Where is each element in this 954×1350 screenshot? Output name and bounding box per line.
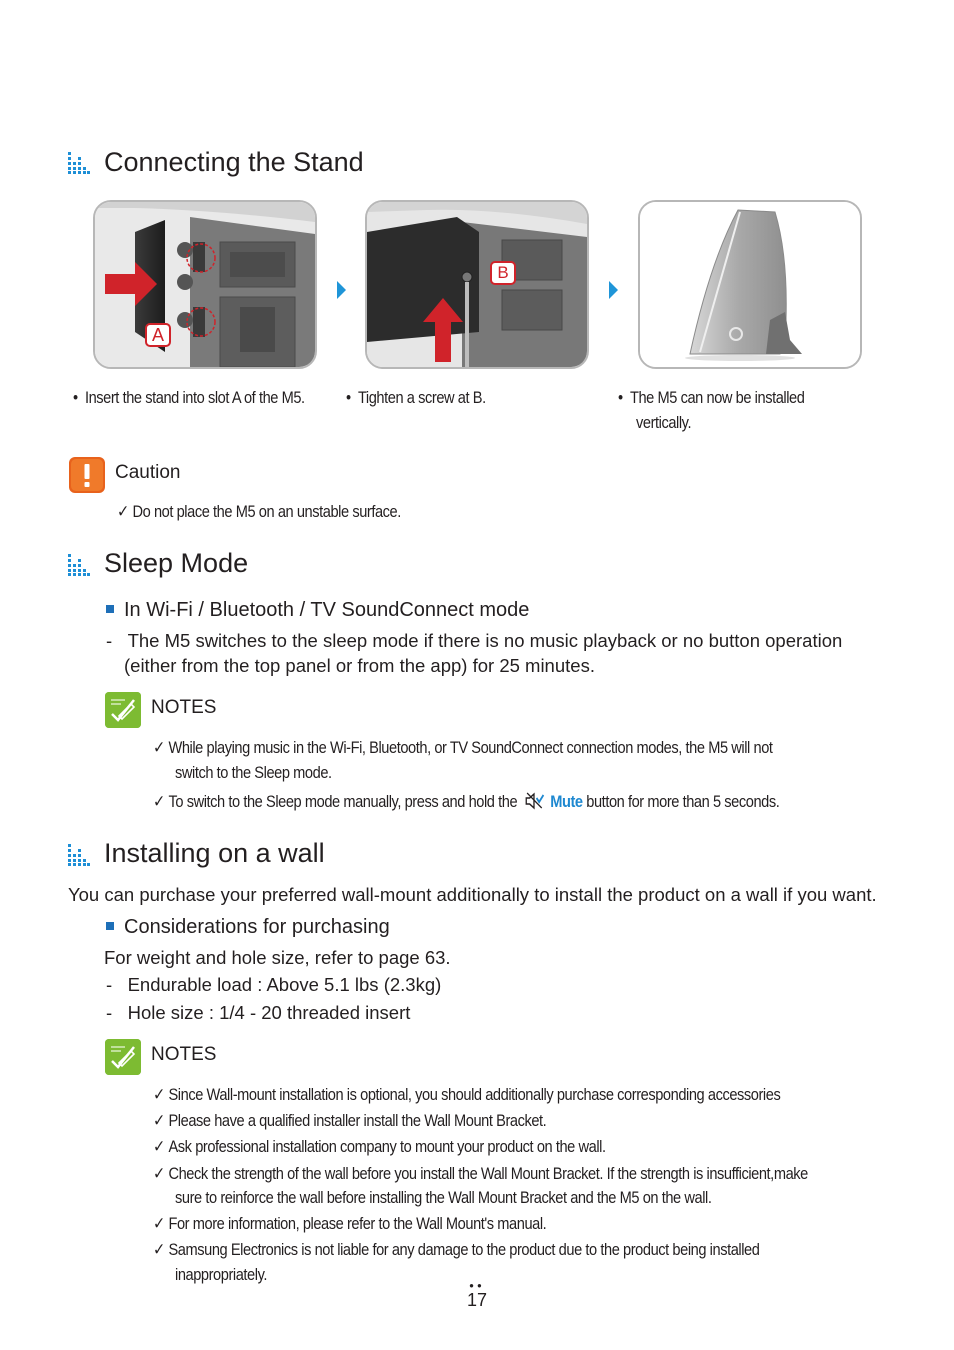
note-item-line2: inappropriately. bbox=[175, 1265, 268, 1284]
caption-step-3: • The M5 can now be installed bbox=[618, 388, 805, 407]
note-item-line2: sure to reinforce the wall before installing the Wall Mount Bracket and the M5 on the wall. bbox=[175, 1188, 712, 1207]
note-item: ✓ Check the strength of the wall before you install the Wall Mount Bracket. If the strength is insufficient,make bbox=[153, 1164, 808, 1183]
section-title-connecting-stand: Connecting the Stand bbox=[104, 147, 364, 177]
figure-insert-stand bbox=[93, 200, 317, 369]
section-icon bbox=[68, 844, 90, 866]
slot-a-label: A bbox=[151, 325, 164, 345]
check-icon: ✓ bbox=[153, 1240, 165, 1259]
note-item: ✓ Since Wall-mount installation is optional, you should additionally purchase corresponding accessories bbox=[153, 1085, 781, 1104]
check-icon: ✓ bbox=[153, 738, 165, 757]
note-item: ✓ While playing music in the Wi-Fi, Bluetooth, or TV SoundConnect connection modes, the M5 will not bbox=[153, 738, 773, 757]
bullet-square-icon bbox=[106, 922, 114, 930]
sleep-subheading: In Wi-Fi / Bluetooth / TV SoundConnect mode bbox=[106, 599, 529, 622]
check-icon: ✓ bbox=[153, 1111, 165, 1130]
bullet-square-icon bbox=[106, 605, 114, 613]
notes-badge bbox=[105, 1039, 141, 1075]
section-title-sleep-mode: Sleep Mode bbox=[104, 548, 249, 578]
caution-title: Caution bbox=[115, 462, 181, 483]
page-number: 17 bbox=[466, 1290, 488, 1310]
step-arrow-icon bbox=[337, 281, 346, 299]
note-item: ✓ Ask professional installation company to mount your product on the wall. bbox=[153, 1137, 606, 1156]
sleep-description: - The M5 switches to the sleep mode if there is no music playback or no button operation bbox=[106, 630, 843, 651]
note-item: ✓ Please have a qualified installer install the Wall Mount Bracket. bbox=[153, 1111, 547, 1130]
wall-intro: You can purchase your preferred wall-mount additionally to install the product on a wall if you want. bbox=[68, 884, 877, 905]
sleep-description-line2: (either from the top panel or from the app) for 25 minutes. bbox=[124, 655, 595, 676]
wall-subheading: Considerations for purchasing bbox=[106, 916, 390, 939]
caution-badge bbox=[69, 457, 105, 493]
section-title-installing-wall: Installing on a wall bbox=[104, 838, 325, 868]
check-icon: ✓ bbox=[153, 1137, 165, 1156]
check-icon: ✓ bbox=[117, 502, 129, 521]
check-icon: ✓ bbox=[153, 1214, 165, 1233]
mute-button-label: Mute bbox=[550, 792, 583, 811]
wall-load: - Endurable load : Above 5.1 lbs (2.3kg) bbox=[106, 974, 442, 995]
note-item: ✓ Samsung Electronics is not liable for any damage to the product due to the product being installed bbox=[153, 1240, 760, 1259]
note-item-mute: ✓ To switch to the Sleep mode manually, press and hold the Mute button for more than 5 seconds. bbox=[153, 792, 780, 811]
check-icon: ✓ bbox=[153, 792, 165, 811]
section-icon bbox=[68, 554, 90, 576]
wall-reference: For weight and hole size, refer to page 63. bbox=[104, 947, 451, 968]
notes-title: NOTES bbox=[151, 697, 217, 718]
pencil-check-icon bbox=[105, 692, 141, 728]
wall-hole-size: - Hole size : 1/4 - 20 threaded insert bbox=[106, 1002, 411, 1023]
caption-step-1: • Insert the stand into slot A of the M5. bbox=[73, 388, 305, 407]
caption-step-3-line2: vertically. bbox=[636, 413, 692, 432]
figure-vertical-speaker bbox=[638, 200, 862, 369]
caution-item: ✓ Do not place the M5 on an unstable surface. bbox=[117, 502, 401, 521]
caption-step-2: • Tighten a screw at B. bbox=[346, 388, 486, 407]
figure-tighten-screw bbox=[365, 200, 589, 369]
notes-badge bbox=[105, 692, 141, 728]
section-icon bbox=[68, 152, 90, 174]
check-icon: ✓ bbox=[153, 1164, 165, 1183]
step-arrow-icon bbox=[609, 281, 618, 299]
check-icon: ✓ bbox=[153, 1085, 165, 1104]
screw-b-label: B bbox=[497, 263, 509, 282]
mute-icon bbox=[524, 792, 545, 810]
page-dots-icon: ●● bbox=[469, 1281, 485, 1290]
pencil-check-icon bbox=[105, 1039, 141, 1075]
exclamation-icon bbox=[69, 457, 105, 493]
note-item: ✓ For more information, please refer to the Wall Mount's manual. bbox=[153, 1214, 547, 1233]
notes-title: NOTES bbox=[151, 1044, 217, 1065]
note-item-line2: switch to the Sleep mode. bbox=[175, 763, 332, 782]
